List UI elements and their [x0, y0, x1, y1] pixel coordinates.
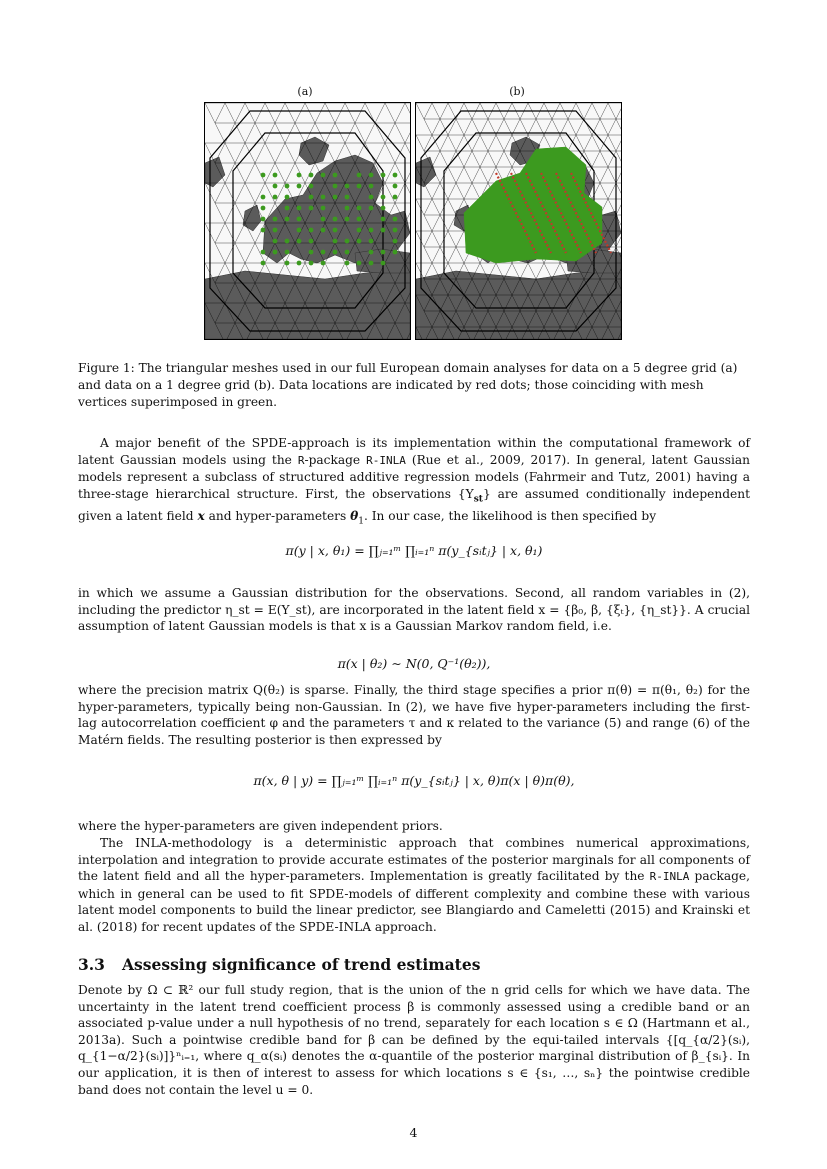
- mesh-triangle: [456, 183, 472, 199]
- data-point-green: [345, 217, 350, 222]
- mesh-triangle: [440, 183, 456, 199]
- mesh-triangle: [432, 199, 448, 215]
- data-point-green: [309, 228, 314, 233]
- data-point-green: [273, 217, 278, 222]
- data-point-green: [321, 261, 326, 266]
- data-point-green: [357, 228, 362, 233]
- panel-a-label: (a): [297, 85, 313, 98]
- data-point-green: [309, 239, 314, 244]
- data-point-green: [369, 228, 374, 233]
- data-point-green: [273, 195, 278, 200]
- mesh-triangle: [600, 183, 616, 199]
- data-point-green: [261, 195, 266, 200]
- mesh-triangle: [355, 123, 375, 143]
- paragraph-4: where the hyper-parameters are given independent priors.: [78, 819, 443, 833]
- data-point-green: [273, 228, 278, 233]
- page-number: 4: [409, 1125, 418, 1140]
- data-point-green: [393, 195, 398, 200]
- mesh-triangle: [440, 247, 456, 263]
- mesh-triangle: [576, 103, 592, 119]
- mesh-triangle: [225, 183, 245, 203]
- data-point-green: [381, 173, 386, 178]
- data-point-green: [297, 173, 302, 178]
- data-point-green: [381, 195, 386, 200]
- mesh-triangle: [616, 151, 621, 167]
- mesh-triangle: [235, 163, 255, 183]
- mesh-triangle: [305, 103, 325, 123]
- data-point-green: [357, 206, 362, 211]
- data-point-green: [369, 261, 374, 266]
- mesh-triangle: [528, 263, 544, 279]
- data-point-green: [321, 217, 326, 222]
- equation-likelihood: π(y | x, θ₁) = ∏ⱼ₌₁ᵐ ∏ᵢ₌₁ⁿ π(y_{sᵢtⱼ} | x, θ₁): [285, 543, 543, 558]
- mesh-triangle: [456, 119, 472, 135]
- mesh-triangle: [480, 135, 496, 151]
- section-title: Assessing significance of trend estimates: [122, 955, 481, 974]
- mesh-triangle: [440, 215, 456, 231]
- mesh-triangle: [215, 203, 235, 223]
- data-point-green: [333, 184, 338, 189]
- mesh-triangle: [325, 103, 345, 123]
- data-point-green: [369, 239, 374, 244]
- data-point-green: [297, 206, 302, 211]
- data-point-green: [345, 261, 350, 266]
- data-point-green: [261, 228, 266, 233]
- data-point-green: [321, 250, 326, 255]
- map-panel-b: [415, 102, 622, 340]
- mesh-triangle: [608, 103, 621, 119]
- mesh-triangle: [285, 103, 305, 123]
- data-point-green: [345, 184, 350, 189]
- mesh-triangle: [416, 103, 432, 119]
- mesh-triangle: [365, 103, 385, 123]
- data-point-green: [321, 206, 326, 211]
- data-point-green: [309, 184, 314, 189]
- equation-posterior: π(x, θ | y) = ∏ⱼ₌₁ᵐ ∏ᵢ₌₁ⁿ π(y_{sᵢtⱼ} | x, θ)π(x | θ)π(θ),: [253, 773, 575, 788]
- data-point-green: [393, 250, 398, 255]
- data-point-green: [369, 250, 374, 255]
- data-point-green: [369, 184, 374, 189]
- data-point-green: [381, 217, 386, 222]
- data-point-green: [285, 217, 290, 222]
- mesh-triangle: [416, 199, 432, 215]
- mesh-triangle: [600, 151, 616, 167]
- data-point-green: [321, 173, 326, 178]
- mesh-triangle: [245, 183, 265, 203]
- mesh-triangle: [600, 119, 616, 135]
- data-point-green: [393, 184, 398, 189]
- panel-b-label: (b): [509, 85, 525, 98]
- mesh-triangle: [616, 183, 621, 199]
- mesh-triangle: [472, 151, 488, 167]
- data-point-green: [285, 239, 290, 244]
- mesh-triangle: [265, 143, 285, 163]
- mesh-triangle: [568, 119, 584, 135]
- data-point-green: [381, 250, 386, 255]
- mesh-triangle: [584, 151, 600, 167]
- data-point-green: [333, 250, 338, 255]
- mesh-triangle: [616, 119, 621, 135]
- data-point-green: [357, 217, 362, 222]
- mesh-triangle: [592, 135, 608, 151]
- mesh-triangle: [416, 231, 432, 247]
- data-point-green: [321, 195, 326, 200]
- data-point-green: [333, 228, 338, 233]
- data-point-green: [333, 173, 338, 178]
- mesh-triangle: [432, 231, 448, 247]
- data-point-green: [357, 184, 362, 189]
- paragraph-2: in which we assume a Gaussian distribution for the observations. Second, all random variables in (2), including the predictor η_st = E(Y_st), are incorporated in the latent field x = {β₀, β, {ξₜ}, {η_st}}. A crucial assumption of latent Gaussian models is that x is a Gaussian Markov random field, i.e.: [78, 586, 750, 634]
- data-point-green: [273, 250, 278, 255]
- data-point-green: [309, 206, 314, 211]
- data-point-green: [369, 173, 374, 178]
- mesh-triangle: [395, 163, 410, 183]
- mesh-triangle: [215, 243, 235, 263]
- mesh-triangle: [448, 135, 464, 151]
- mesh-triangle: [205, 223, 225, 243]
- data-point-green: [357, 261, 362, 266]
- data-point-green: [345, 239, 350, 244]
- data-point-green: [261, 250, 266, 255]
- data-point-green: [309, 250, 314, 255]
- data-point-green: [273, 173, 278, 178]
- data-point-green: [261, 261, 266, 266]
- mesh-triangle: [464, 167, 480, 183]
- mesh-triangle: [405, 143, 410, 163]
- data-point-green: [345, 250, 350, 255]
- paragraph-1: A major benefit of the SPDE-approach is its implementation within the computational framework of latent Gaussian models using the R-package R-INLA (Rue et al., 2009, 2017). In general, latent Gaussian models represent a subclass of structured additive regression models (Fahrmeir and Tutz, 2001) having a three-stage hierarchical structure. First, the observations $\{Y_{st}\}$ are assumed conditionally independent given a latent field x and hyper-parameters $\theta_1$. In our case, the likelihood is then specified by: [78, 436, 750, 527]
- mesh-triangle: [225, 223, 245, 243]
- data-point-green: [321, 228, 326, 233]
- data-point-green: [285, 184, 290, 189]
- data-point-green: [381, 206, 386, 211]
- mesh-triangle: [424, 183, 440, 199]
- mesh-triangle: [480, 167, 496, 183]
- data-point-green: [273, 239, 278, 244]
- mesh-triangle: [385, 103, 405, 123]
- data-point-green: [345, 195, 350, 200]
- mesh-triangle: [424, 119, 440, 135]
- mesh-triangle: [265, 103, 285, 123]
- mesh-triangle: [608, 167, 621, 183]
- data-point-green: [309, 195, 314, 200]
- data-point-green: [393, 228, 398, 233]
- data-point-green: [297, 217, 302, 222]
- mesh-triangle: [205, 103, 225, 123]
- data-point-green: [369, 195, 374, 200]
- data-point-green: [333, 239, 338, 244]
- paragraph-3: where the precision matrix Q(θ₂) is sparse. Finally, the third stage specifies a prior π(θ) = π(θ₁, θ₂) for the hyper-parameters, typically being non-Gaussian. In (2), we have five hyper-parameters including the first-lag autocorrelation coefficient φ and the parameters τ and κ related to the variance (5) and range (6) of the Matérn fields. The resulting posterior is then expressed by: [78, 683, 750, 747]
- data-point-green: [285, 261, 290, 266]
- mesh-triangle: [405, 183, 410, 203]
- mesh-triangle: [432, 103, 448, 119]
- mesh-triangle: [255, 163, 275, 183]
- data-point-green: [297, 239, 302, 244]
- land-shape: [205, 157, 225, 187]
- data-point-green: [261, 217, 266, 222]
- mesh-triangle: [584, 119, 600, 135]
- data-point-green: [357, 173, 362, 178]
- land-shape: [416, 157, 436, 187]
- data-point-green: [381, 261, 386, 266]
- data-point-green: [285, 250, 290, 255]
- mesh-triangle: [424, 247, 440, 263]
- data-point-green: [333, 195, 338, 200]
- data-point-green: [297, 184, 302, 189]
- section-number: 3.3: [78, 955, 105, 974]
- mesh-triangle: [424, 215, 440, 231]
- mesh-triangle: [608, 135, 621, 151]
- mesh-triangle: [345, 103, 365, 123]
- data-point-green: [393, 217, 398, 222]
- paragraph-6: Denote by Ω ⊂ ℝ² our full study region, that is the union of the n grid cells for which we have data. The uncertainty in the latent trend coefficient process β is commonly assessed using a credible band or an associated p-value under a null hypothesis of no trend, separately for each location s ∈ Ω (Hartmann et al., 2013a). Such a pointwise credible band for β can be defined by the equi-tailed intervals {[q_{α/2}(sᵢ), q_{1−α/2}(sᵢ)]}ⁿᵢ₌₁, where q_α(sᵢ) denotes the α-quantile of the posterior marginal distribution of β_{sᵢ}. In our application, it is then of interest to assess for which locations s ∈ {s₁, …, sₙ} the pointwise credible band does not contain the level u = 0.: [78, 983, 750, 1097]
- paragraph-5: The INLA-methodology is a deterministic approach that combines numerical approximations, interpolation and integration to provide accurate estimates of the posterior marginals for all components of the latent field and all the hyper-parameters. Implementation is greatly facilitated by the R-INLA package, which in general can be used to fit SPDE-models of different complexity and combine these with various latent model components to build the linear predictor, see Blangiardo and Cameletti (2015) and Krainski et al. (2018) for recent updates of the SPDE-INLA approach.: [78, 836, 750, 934]
- data-point-green: [261, 173, 266, 178]
- mesh-triangle: [488, 151, 504, 167]
- data-point-green: [297, 261, 302, 266]
- mesh-triangle: [205, 183, 225, 203]
- data-point-green: [285, 206, 290, 211]
- figure-caption: Figure 1: The triangular meshes used in our full European domain analyses for data on a 5 degree grid (a) and data on a 1 degree grid (b). Data locations are indicated by red dots; those coinciding with mesh vertices superimposed in green.: [78, 361, 738, 409]
- mesh-triangle: [448, 231, 464, 247]
- data-point-green: [357, 239, 362, 244]
- data-point-green: [381, 228, 386, 233]
- data-point-green: [393, 239, 398, 244]
- land-shape: [416, 271, 621, 339]
- data-point-green: [297, 228, 302, 233]
- data-point-green: [261, 206, 266, 211]
- mesh-triangle: [395, 123, 410, 143]
- data-point-green: [393, 173, 398, 178]
- data-point-green: [333, 217, 338, 222]
- mesh-triangle: [496, 135, 512, 151]
- data-point-green: [369, 206, 374, 211]
- mesh-triangle: [275, 163, 295, 183]
- data-point-green: [273, 184, 278, 189]
- data-point-green: [345, 206, 350, 211]
- mesh-triangle: [235, 243, 255, 263]
- data-point-green: [309, 261, 314, 266]
- mesh-triangle: [592, 103, 608, 119]
- section-heading: [78, 955, 480, 974]
- map-panel-a: [204, 102, 411, 340]
- mesh-triangle: [576, 135, 592, 151]
- equation-gmrf: π(x | θ₂) ∼ N(0, Q⁻¹(θ₂)),: [337, 656, 491, 671]
- data-point-green: [309, 173, 314, 178]
- data-point-green: [285, 195, 290, 200]
- mesh-triangle: [405, 103, 410, 123]
- mesh-triangle: [448, 167, 464, 183]
